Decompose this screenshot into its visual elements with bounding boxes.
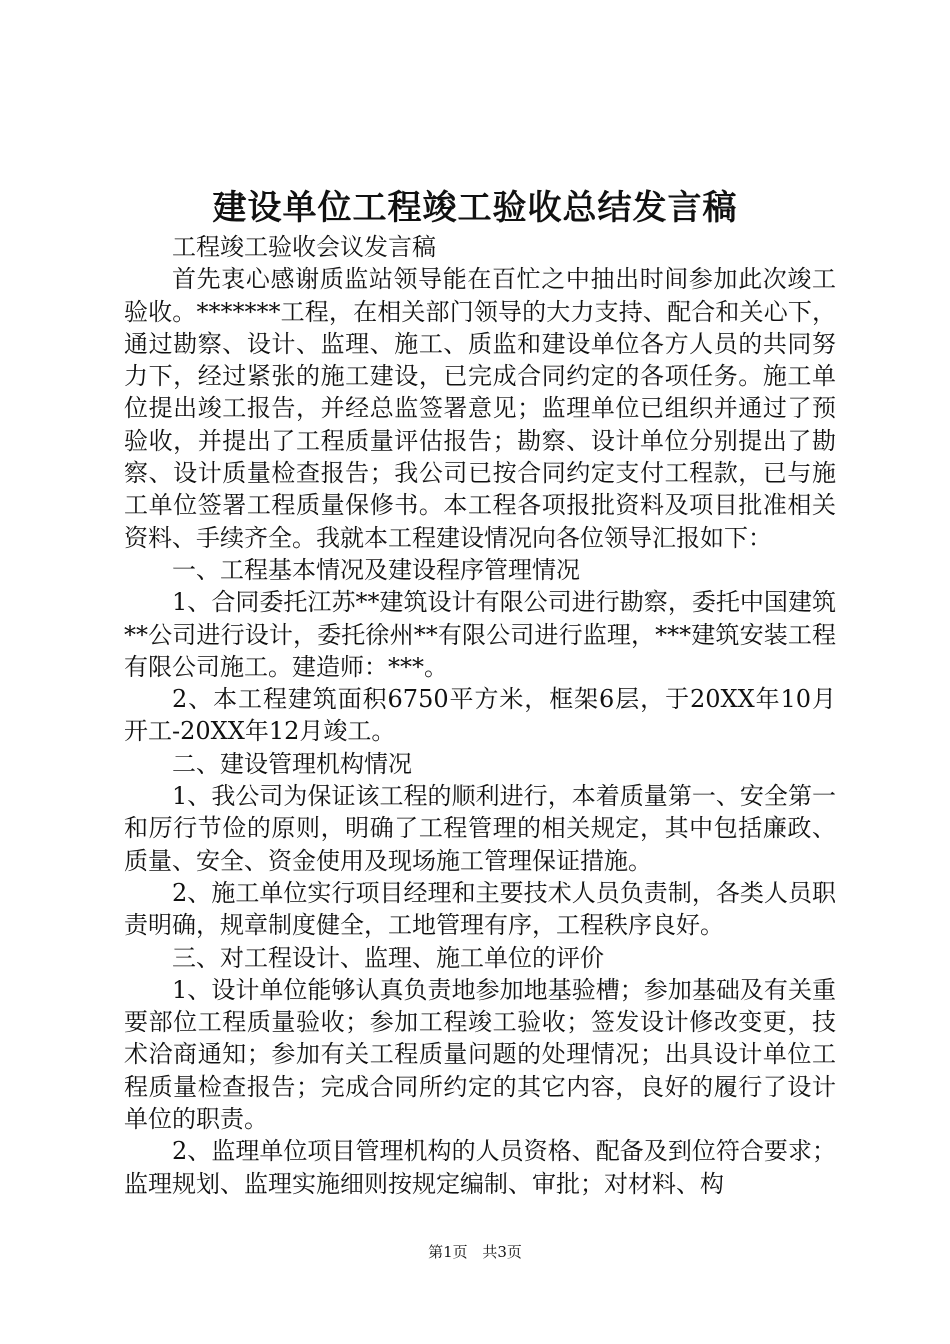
document-body	[124, 231, 836, 1200]
page-total: 共3页	[482, 1243, 522, 1261]
paragraph-1-2: 2、本工程建筑面积6750平方米，框架6层，于20XX年10月开工-20XX年12月竣工。	[124, 685, 836, 746]
paragraph-3-2: 2、监理单位项目管理机构的人员资格、配备及到位符合要求；监理规划、监理实施细则按规定编制、审批；对材料、构	[124, 1137, 836, 1198]
paragraph-2-2: 2、施工单位实行项目经理和主要技术人员负责制，各类人员职责明确，规章制度健全，工地管理有序，工程秩序良好。	[124, 878, 836, 940]
section-heading-2: 二、建设管理机构情况	[172, 749, 412, 778]
page-number: 第1页	[428, 1243, 468, 1261]
paragraph-3-1: 1、设计单位能够认真负责地参加地基验槽；参加基础及有关重要部位工程质量验收；参加工程竣工验收；签发设计修改变更，技术洽商通知；参加有关工程质量问题的处理情况；出具设计单位工程质量检查报告；完成合同所约定的其它内容，良好的履行了设计单位的职责。	[124, 975, 836, 1134]
page-footer	[0, 1240, 950, 1264]
document-title: 建设单位工程竣工验收总结发言稿	[212, 188, 738, 228]
section-heading-1: 一、工程基本情况及建设程序管理情况	[172, 555, 580, 584]
paragraph-2-1: 1、我公司为保证该工程的顺利进行，本着质量第一、安全第一和厉行节俭的原则，明确了工程管理的相关规定，其中包括廉政、质量、安全、资金使用及现场施工管理保证措施。	[124, 782, 836, 875]
paragraph-1-1: 1、合同委托江苏**建筑设计有限公司进行勘察，委托中国建筑**公司进行设计，委托徐州**有限公司进行监理，***建筑安装工程有限公司施工。建造师：***。	[124, 588, 836, 681]
paragraph-intro: 首先衷心感谢质监站领导能在百忙之中抽出时间参加此次竣工验收。*******工程，在相关部门领导的大力支持、配合和关心下，通过勘察、设计、监理、施工、质监和建设单位各方人员的共同努力下，经过紧张的施工建设，已完成合同约定的各项任务。施工单位提出竣工报告，并经总监签署意见；监理单位已组织并通过了预验收，并提出了工程质量评估报告；勘察、设计单位分别提出了勘察、设计质量检查报告；我公司已按合同约定支付工程款，已与施工单位签署工程质量保修书。本工程各项报批资料及项目批准相关资料、手续齐全。我就本工程建设情况向各位领导汇报如下：	[124, 265, 836, 552]
section-heading-3: 三、对工程设计、监理、施工单位的评价	[172, 943, 604, 972]
paragraph-subtitle: 工程竣工验收会议发言稿	[172, 233, 436, 261]
